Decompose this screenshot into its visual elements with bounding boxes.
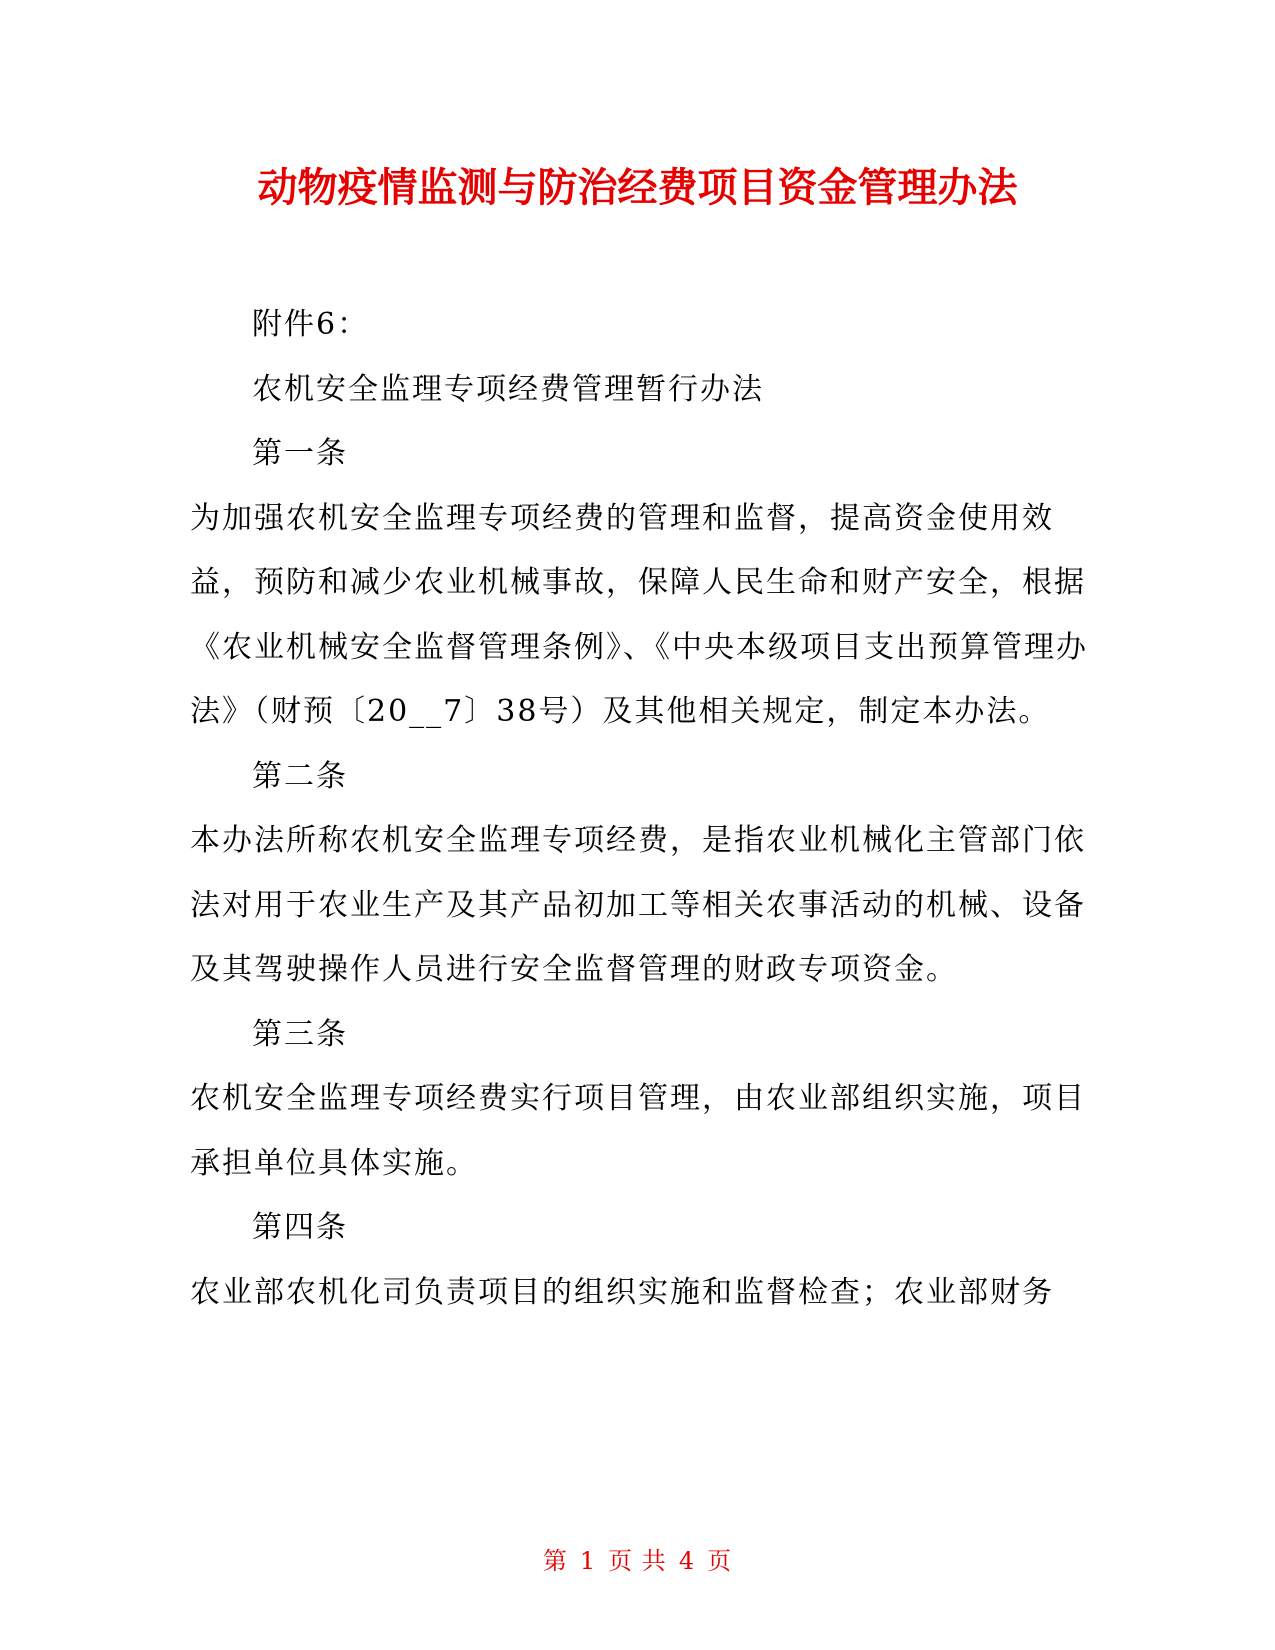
paragraph-subtitle: 农机安全监理专项经费管理暂行办法 (252, 371, 764, 407)
article-text-4: 农业部农机化司负责项目的组织实施和监督检查；农业部财务 (190, 1274, 1054, 1310)
article-heading-4: 第四条 (252, 1210, 348, 1245)
footer-page-number: 1 (579, 1547, 597, 1575)
document-body (190, 293, 1090, 1325)
document-title: 动物疫情监测与防治经费项目资金管理办法 (257, 165, 1018, 211)
article-text-3: 农机安全监理专项经费实行项目管理，由农业部组织实施，项目承担单位具体实施。 (190, 1081, 1086, 1181)
footer-total-pages: 4 (678, 1547, 696, 1575)
footer-suffix: 页 (707, 1547, 733, 1575)
article-heading-3: 第三条 (252, 1016, 348, 1052)
article-heading-2: 第二条 (252, 758, 348, 794)
article-text-1: 为加强农机安全监理专项经费的管理和监督，提高资金使用效益，预防和减少农业机械事故，保障人民生命和财产安全，根据《农业机械安全监督管理条例》、《中央本级项目支出预算管理办法》（财预〔20__7〕38号）及其他相关规定，制定本办法。 (190, 500, 1088, 729)
article-text-2: 本办法所称农机安全监理专项经费，是指农业机械化主管部门依法对用于农业生产及其产品初加工等相关农事活动的机械、设备及其驾驶操作人员进行安全监督管理的财政专项资金。 (190, 823, 1086, 987)
article-heading-1: 第一条 (252, 436, 348, 471)
page-footer (0, 1545, 1275, 1577)
footer-middle: 页 共 (608, 1547, 667, 1575)
footer-prefix: 第 (542, 1547, 568, 1575)
paragraph-attachment: 附件6： (252, 307, 370, 342)
